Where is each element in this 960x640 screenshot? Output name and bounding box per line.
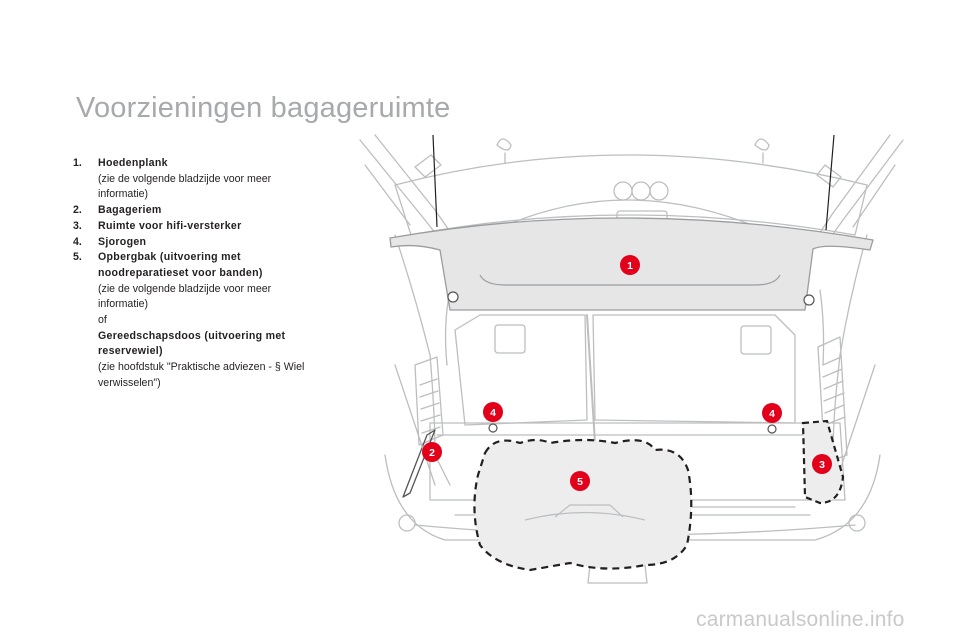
legend-title: Ruimte voor hifi-versterker (98, 219, 242, 232)
legend-title: Hoedenplank (98, 157, 168, 169)
legend-alt-note: (zie hoofdstuk "Praktische adviezen - § Wiel verwisselen") (98, 361, 305, 389)
marker-2-label: 2 (429, 447, 435, 459)
boot-illustration (355, 125, 907, 585)
reflector-right (849, 515, 865, 531)
legend-item-1 (73, 156, 318, 203)
reflector-left (399, 515, 415, 531)
legend-title: Bagageriem (98, 204, 162, 217)
marker-1-label: 1 (627, 260, 633, 272)
marker-4-right (762, 403, 782, 423)
legend-alt-title: Gereedschapsdoos (uitvoering met reservewiel) (98, 329, 286, 358)
marker-3 (812, 454, 832, 474)
seat-back-left (455, 315, 587, 425)
right-hinge (755, 139, 769, 163)
marker-5-label: 5 (577, 476, 583, 488)
legend-number: 4. (73, 235, 82, 248)
legend-item-3 (73, 219, 318, 235)
legend-or: of (98, 314, 107, 327)
seat-release-right (741, 326, 771, 354)
legend-number: 3. (73, 219, 82, 232)
lashing-eye-left (489, 424, 497, 432)
legend-note: (zie de volgende bladzijde voor meer informatie) (98, 282, 272, 311)
page-title: Voorzieningen bagageruimte (76, 92, 451, 124)
marker-4-right-label: 4 (769, 408, 775, 420)
marker-5 (570, 471, 590, 491)
left-trim-panel (415, 357, 443, 445)
legend-title: Opbergbak (uitvoering met noodreparatieset voor banden) (98, 251, 263, 279)
legend-item-4 (73, 235, 318, 251)
left-latch (415, 155, 441, 177)
marker-3-label: 3 (819, 459, 825, 471)
headrest-middle (632, 182, 650, 200)
marker-2 (422, 442, 442, 462)
seat-release-left (495, 325, 525, 353)
legend-item-2 (73, 203, 318, 219)
headrest-right (650, 182, 668, 200)
lashing-eye-right (768, 425, 776, 433)
marker-4-left (483, 402, 503, 422)
shelf-pivot-left (448, 292, 458, 302)
legend-number: 2. (73, 204, 82, 217)
marker-4-left-label: 4 (490, 407, 496, 419)
left-hinge (497, 139, 511, 163)
legend-list (73, 156, 318, 392)
headrest-left (614, 182, 632, 200)
shelf-pivot-right (804, 295, 814, 305)
legend-number: 5. (73, 251, 82, 264)
legend-title: Sjorogen (98, 235, 147, 248)
watermark: carmanualsonline.info (696, 608, 905, 631)
legend-item-5 (73, 250, 318, 391)
legend-number: 1. (73, 157, 82, 169)
shelf-cord-left (433, 135, 437, 227)
legend-note: (zie de volgende bladzijde voor meer informatie) (98, 172, 272, 201)
marker-1 (620, 255, 640, 275)
